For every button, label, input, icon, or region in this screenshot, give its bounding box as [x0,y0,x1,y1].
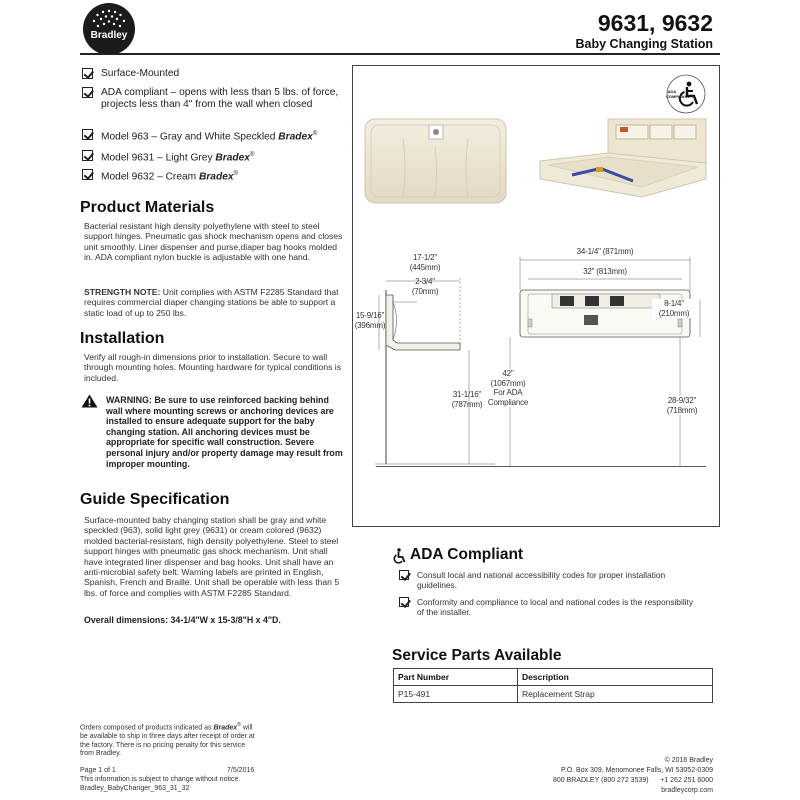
installation-title: Installation [80,330,165,347]
dim-mount-width: 32" (813mm) [560,267,650,276]
wheelchair-icon [392,548,407,564]
checkbox-icon [82,150,93,161]
document-subtitle: Baby Changing Station [575,37,713,51]
feature-item: Model 9631 – Light Grey Bradex® [82,150,347,164]
feature-item: Model 963 – Gray and White Speckled Bradex® [82,129,347,143]
warning-icon [81,394,98,408]
part-description-cell: Replacement Strap [518,686,713,703]
materials-body: Bacterial resistant high density polyethylene with steel to steel support hinges. Pneumatic gas shock mechanism opens and closes unit smoothly. Liner dispenser and purse,diaper bag hooks molded in. ADA compliant nylon buckle is adjustable with one hand. [84,221,343,263]
checkbox-icon [82,68,93,79]
floor-line [376,466,706,467]
bradley-logo [82,2,136,56]
checkbox-icon [82,87,93,98]
dim-bottom-height: 28-9/32" (718mm) [660,396,704,415]
front-view-drawing [490,245,720,475]
dim-depth: 17-1/2" (445mm) [409,253,441,272]
dim-ada-height: 42" (1067mm) For ADA Compliance [487,369,529,407]
table-header-row [394,669,713,686]
strength-note: STRENGTH NOTE: Unit complies with ASTM F2285 Standard that requires commercial diaper changing stations be able to support a static load of up to 250 lbs. [84,287,339,318]
open-unit-photo [538,117,710,205]
checkbox-icon [399,597,409,607]
column-header: Part Number [394,669,518,686]
feature-item: Surface-Mounted [82,68,347,80]
checkbox-icon [82,129,93,140]
dim-overall-width: 34-1/4" (871mm) [560,247,650,256]
svg-text:Bradley: Bradley [90,30,128,41]
checkbox-icon [399,570,409,580]
ada-title: ADA Compliant [410,546,524,563]
dim-mount-height: 8-1/4" (210mm) [652,299,696,318]
phone-numbers: 800 BRADLEY (800 272 3539) +1 262 251 6000 [552,777,713,784]
closed-unit-photo [363,117,508,205]
parts-table [393,668,713,703]
overall-dimensions: Overall dimensions: 34-1/4"W x 15-3/8"H x 4"D. [84,615,281,625]
ada-compliant-seal: ADA COMPLIANT [666,72,706,116]
guide-body: Surface-mounted baby changing station shall be gray and white speckled (963), solid light grey (9631) or cream colored (9632) molded bacterial-resistant, high density polyethylene. Steel to steel support hinges with pneumatic gas shock mechanism. Unit shall have integrated liner dispenser and bag hooks. Unit shall have an anti-microbial safety belt. Warning labels are printed in English, Spanish, French and Braille. Unit shall be operable with less than 5 lbs. of force and complies with ASTM F2285 Standard. [84,515,340,598]
guide-title: Guide Specification [80,491,230,508]
ada-item: Conformity and compliance to local and national codes is the responsibility of the installer. [399,597,699,617]
dim-height: 15-9/16" (396mm) [354,311,386,330]
column-header: Description [518,669,713,686]
page-number: Page 1 of 1 [80,767,116,774]
ada-item: Consult local and national accessibility codes for proper installation guidelines. [399,570,699,590]
parts-title: Service Parts Available [392,647,562,664]
mailing-address: P.O. Box 309, Menomonee Falls, WI 53052-0309 [560,767,713,774]
part-number-cell: P15-491 [394,686,518,703]
installation-body: Verify all rough-in dimensions prior to installation. Secure to wall through mounting holes. Mounting hardware for typical conditions is included. [84,352,342,383]
feature-item: Model 9632 – Cream Bradex® [82,169,347,183]
materials-title: Product Materials [80,199,215,216]
dim-closed-depth: 2-3/4" (70mm) [411,277,439,296]
revision-date: 7/5/2016 [227,767,255,774]
warning-text: WARNING: Be sure to use reinforced backing behind wall where mounting screws or anchoring devices are installed to ensure adequate support for the baby changing station. All anchoring devices must be appropriate for specific wall construction. Severe personal injury and/or property damage may result from improper mounting. [106,395,343,469]
file-name: Bradley_BabyChanger_963_31_32 [80,785,190,792]
header-divider [80,53,720,55]
document-number: 9631, 9632 [597,10,713,36]
change-notice: This information is subject to change without notice. [80,776,241,783]
side-view-drawing [355,240,495,470]
table-row [394,686,713,703]
copyright: © 2016 Bradley [664,757,713,764]
checkbox-icon [82,169,93,180]
feature-item: ADA compliant – opens with less than 5 lbs. of force, projects less than 4" from the wall when closed [82,87,347,110]
dim-floor-height: 31-1/16" (787mm) [451,390,483,409]
website-link[interactable]: bradleycorp.com [661,787,713,794]
bradex-note: Orders composed of products indicated as Bradex® will be available to ship in three days after receipt of order at the factory. There is no pricing penalty for this service from Bradley. [80,722,255,758]
